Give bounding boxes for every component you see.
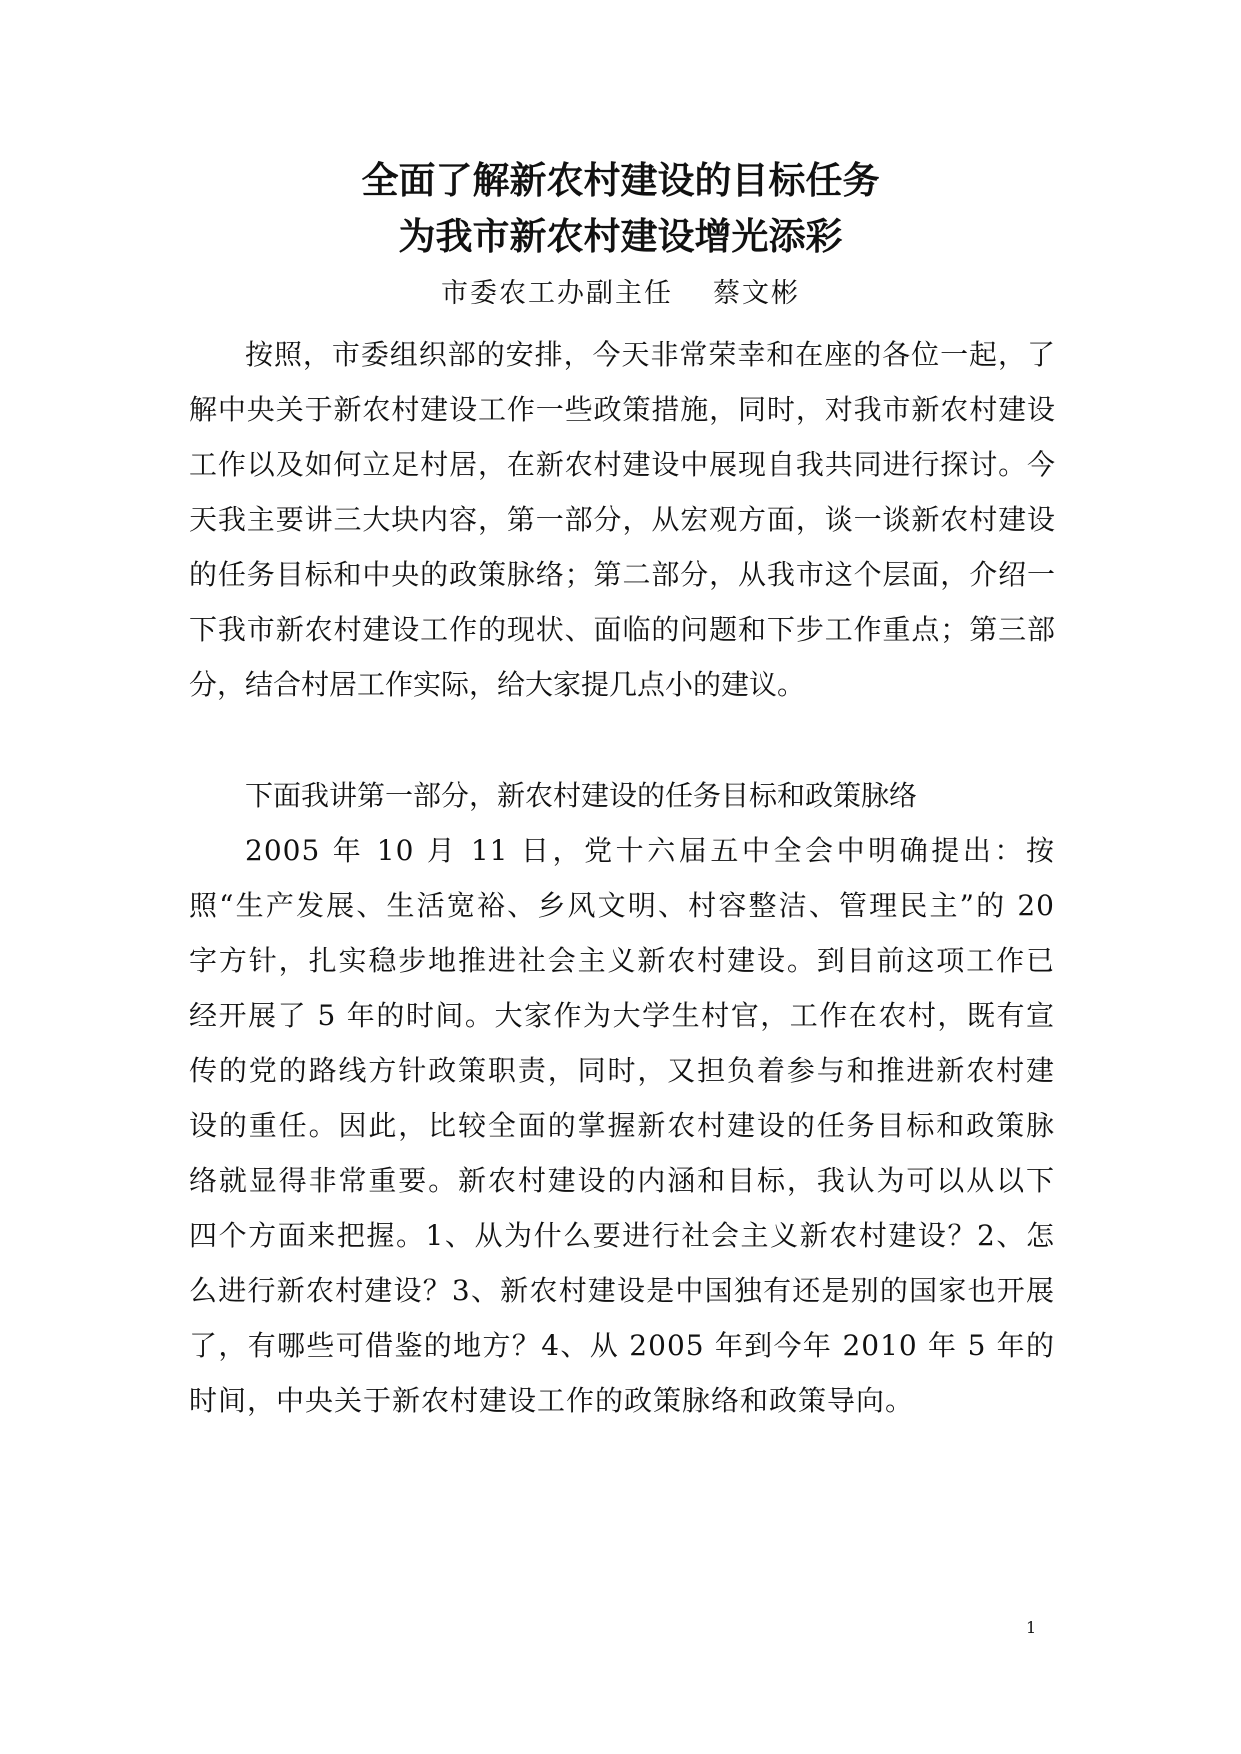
paragraph-section-heading: 下面我讲第一部分，新农村建设的任务目标和政策脉络 [245,779,918,812]
paragraph-introduction: 按照，市委组织部的安排，今天非常荣幸和在座的各位一起，了解中央关于新农村建设工作一些政策措施，同时，对我市新农村建设工作以及如何立足村居，在新农村建设中展现自我共同进行探讨。今天我主要讲三大块内容，第一部分，从宏观方面，谈一谈新农村建设的任务目标和中央的政策脉络；第二部分，从我市这个层面，介绍一下我市新农村建设工作的现状、面临的问题和下步工作重点；第三部分，结合村居工作实际，给大家提几点小的建议。 [189,338,1055,701]
document-title-line-1: 全面了解新农村建设的目标任务 [361,158,880,202]
author-byline [0,274,1241,314]
document-title-line-2: 为我市新农村建设增光添彩 [398,214,843,258]
page-number: 1 [1026,1618,1037,1637]
paragraph-policy-background: 2005 年 10 月 11 日，党十六届五中全会中明确提出：按照“生产发展、生活宽裕、乡风文明、村容整洁、管理民主”的 20 字方针，扎实稳步地推进社会主义新农村建设。到目前这项工作已经开展了 5 年的时间。大家作为大学生村官，工作在农村，既有宣传的党的路线方针政策职责，同时，又担负着参与和推进新农村建设的重任。因此，比较全面的掌握新农村建设的任务目标和政策脉络就显得非常重要。新农村建设的内涵和目标，我认为可以从以下四个方面来把握。1、从为什么要进行社会主义新农村建设？2、怎么进行新农村建设？3、新农村建设是中国独有还是别的国家也开展了，有哪些可借鉴的地方？4、从 2005 年到今年 2010 年 5 年的时间，中央关于新农村建设工作的政策脉络和政策导向。 [189,834,1055,1417]
author-name: 蔡文彬 [713,278,800,309]
author-role: 市委农工办副主任 [441,278,673,309]
